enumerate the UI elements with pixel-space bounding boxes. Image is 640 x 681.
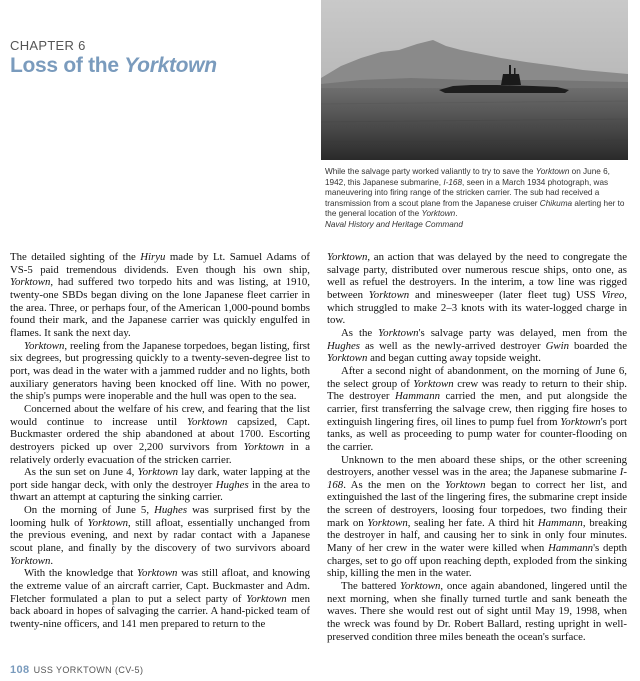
- paragraph: Yorktown, reeling from the Japanese torpedoes, began listing, first six degrees, but progressing quickly to a twenty-seven-degree list to port, was dead in the water with a jammed rudder and no lights, both auxiliary generators having been knocked off line. With no power, the ship's pumps were inoperable and the hull was open to the sea.: [10, 339, 310, 403]
- page-footer: [10, 664, 143, 676]
- body-column-left: [10, 251, 310, 631]
- paragraph: Concerned about the welfare of his crew, and fearing that the list would continue to increase until Yorktown capsized, Capt. Buckmaster ordered the ship abandoned at about 1700. Escorting destroyers picked up over 2,200 survivors from Yorktown in a relatively orderly evacuation of the stricken carrier.: [10, 402, 311, 466]
- chapter-label: CHAPTER 6: [10, 38, 86, 53]
- caption-text: While the salvage party worked valiantly to try to save the Yorktown on June 6, 1942, this Japanese submarine, I-168, seen in a March 1934 photograph, was maneuvering into firing range of the stricken carrier. The sub had received a transmission from a scout plane from the Japanese cruiser Chikuma alerting her to the general location of the Yorktown. Naval History and Heritage Command: [325, 167, 625, 229]
- caption-credit: Naval History and Heritage Command: [325, 219, 463, 229]
- chapter-title: [10, 54, 217, 78]
- paragraph: As the sun set on June 4, Yorktown lay dark, water lapping at the port side hangar deck, with only the destroyer Hughes in the area to thwart an attempt at capturing the sinking carrier.: [10, 466, 310, 504]
- photo-caption: [325, 167, 628, 231]
- paragraph: With the knowledge that Yorktown was still afloat, and knowing the extreme value of an aircraft carrier, Capt. Buckmaster and Adm. Fletcher formulated a plan to put a select party of Yorktown men back aboard in hopes of salvaging the carrier. A hand-picked team of twenty-nine officers, and 141 men prepared to return to the: [10, 567, 310, 631]
- paragraph: On the morning of June 5, Hughes was surprised first by the looming hulk of Yorktown, still afloat, essentially unchanged from the previous evening, and next by radar contact with a Japanese scout plane, and finally by the discovery of two survivors aboard Yorktown.: [10, 504, 310, 567]
- running-title: USS YORKTOWN (CV-5): [33, 665, 144, 675]
- paragraph: As the Yorktown's salvage party was delayed, men from the Hughes as well as the newly-arrived destroyer Gwin boarded the Yorktown and began cutting away topside weight.: [327, 326, 628, 365]
- submarine-photo: [321, 0, 628, 160]
- page-number: 108: [10, 664, 30, 676]
- chapter-title-prefix: Loss of the: [10, 54, 125, 77]
- paragraph: Unknown to the men aboard these ships, or the other screening destroyers, another vessel was in the area; the Japanese submarine I-168. As the men on the Yorktown began to correct her list, and extinguished the last of the lingering fires, the submarine crept inside the screen of destroyers, loosing four torpedoes, two finding their mark on Yorktown, sealing her fate. A third hit Hammann, breaking the destroyer in half, and causing her to sink in only four minutes. Many of her crew in the water were killed when Hammann's depth charges, set to go off upon reaching depth, exploded from the sinking ship, killing the men in the water.: [327, 453, 627, 580]
- paragraph: The detailed sighting of the Hiryu made by Lt. Samuel Adams of VS-5 paid tremendous dividends. Even though his own ship, Yorktown, had suffered two torpedo hits and was listing, at 1910, twenty-one SBDs began diving on the lone Japanese fleet carrier in the area. Three, or perhaps four, of the American 1,000-pound bombs found their mark, and the Japanese carrier was quickly engulfed in flames. It sank the next day.: [10, 251, 310, 339]
- body-column-right: [327, 251, 627, 643]
- paragraph: After a second night of abandonment, on the morning of June 6, the select group of Yorktown crew was ready to return to their ship. The destroyer Hammann carried the men, and put alongside the carrier, first transferring the salvage crew, then rigging fire hoses to extinguish lingering fires, oil lines to pump fuel from Yorktown's port tanks, as well as proceeding to pump water for counter-flooding on the carrier.: [327, 364, 628, 453]
- paragraph: The battered Yorktown, once again abandoned, lingered until the next morning, when she finally turned turtle and sank beneath the waves. There she would rest out of sight until May 19, 1998, when the wreck was found by Dr. Robert Ballard, resting upright in well-preserved condition three miles beneath the ocean's surface.: [327, 580, 628, 643]
- chapter-title-ship: Yorktown: [124, 54, 217, 77]
- paragraph: Yorktown, an action that was delayed by the need to congregate the salvage party, distributed over numerous rescue ships, onto one, as well as refuel the destroyers. In the interim, a tow line was rigged between Yorktown and minesweeper (later fleet tug) USS Vireo, which struggled to make 2–3 knots with its water-logged charge in tow.: [327, 251, 627, 327]
